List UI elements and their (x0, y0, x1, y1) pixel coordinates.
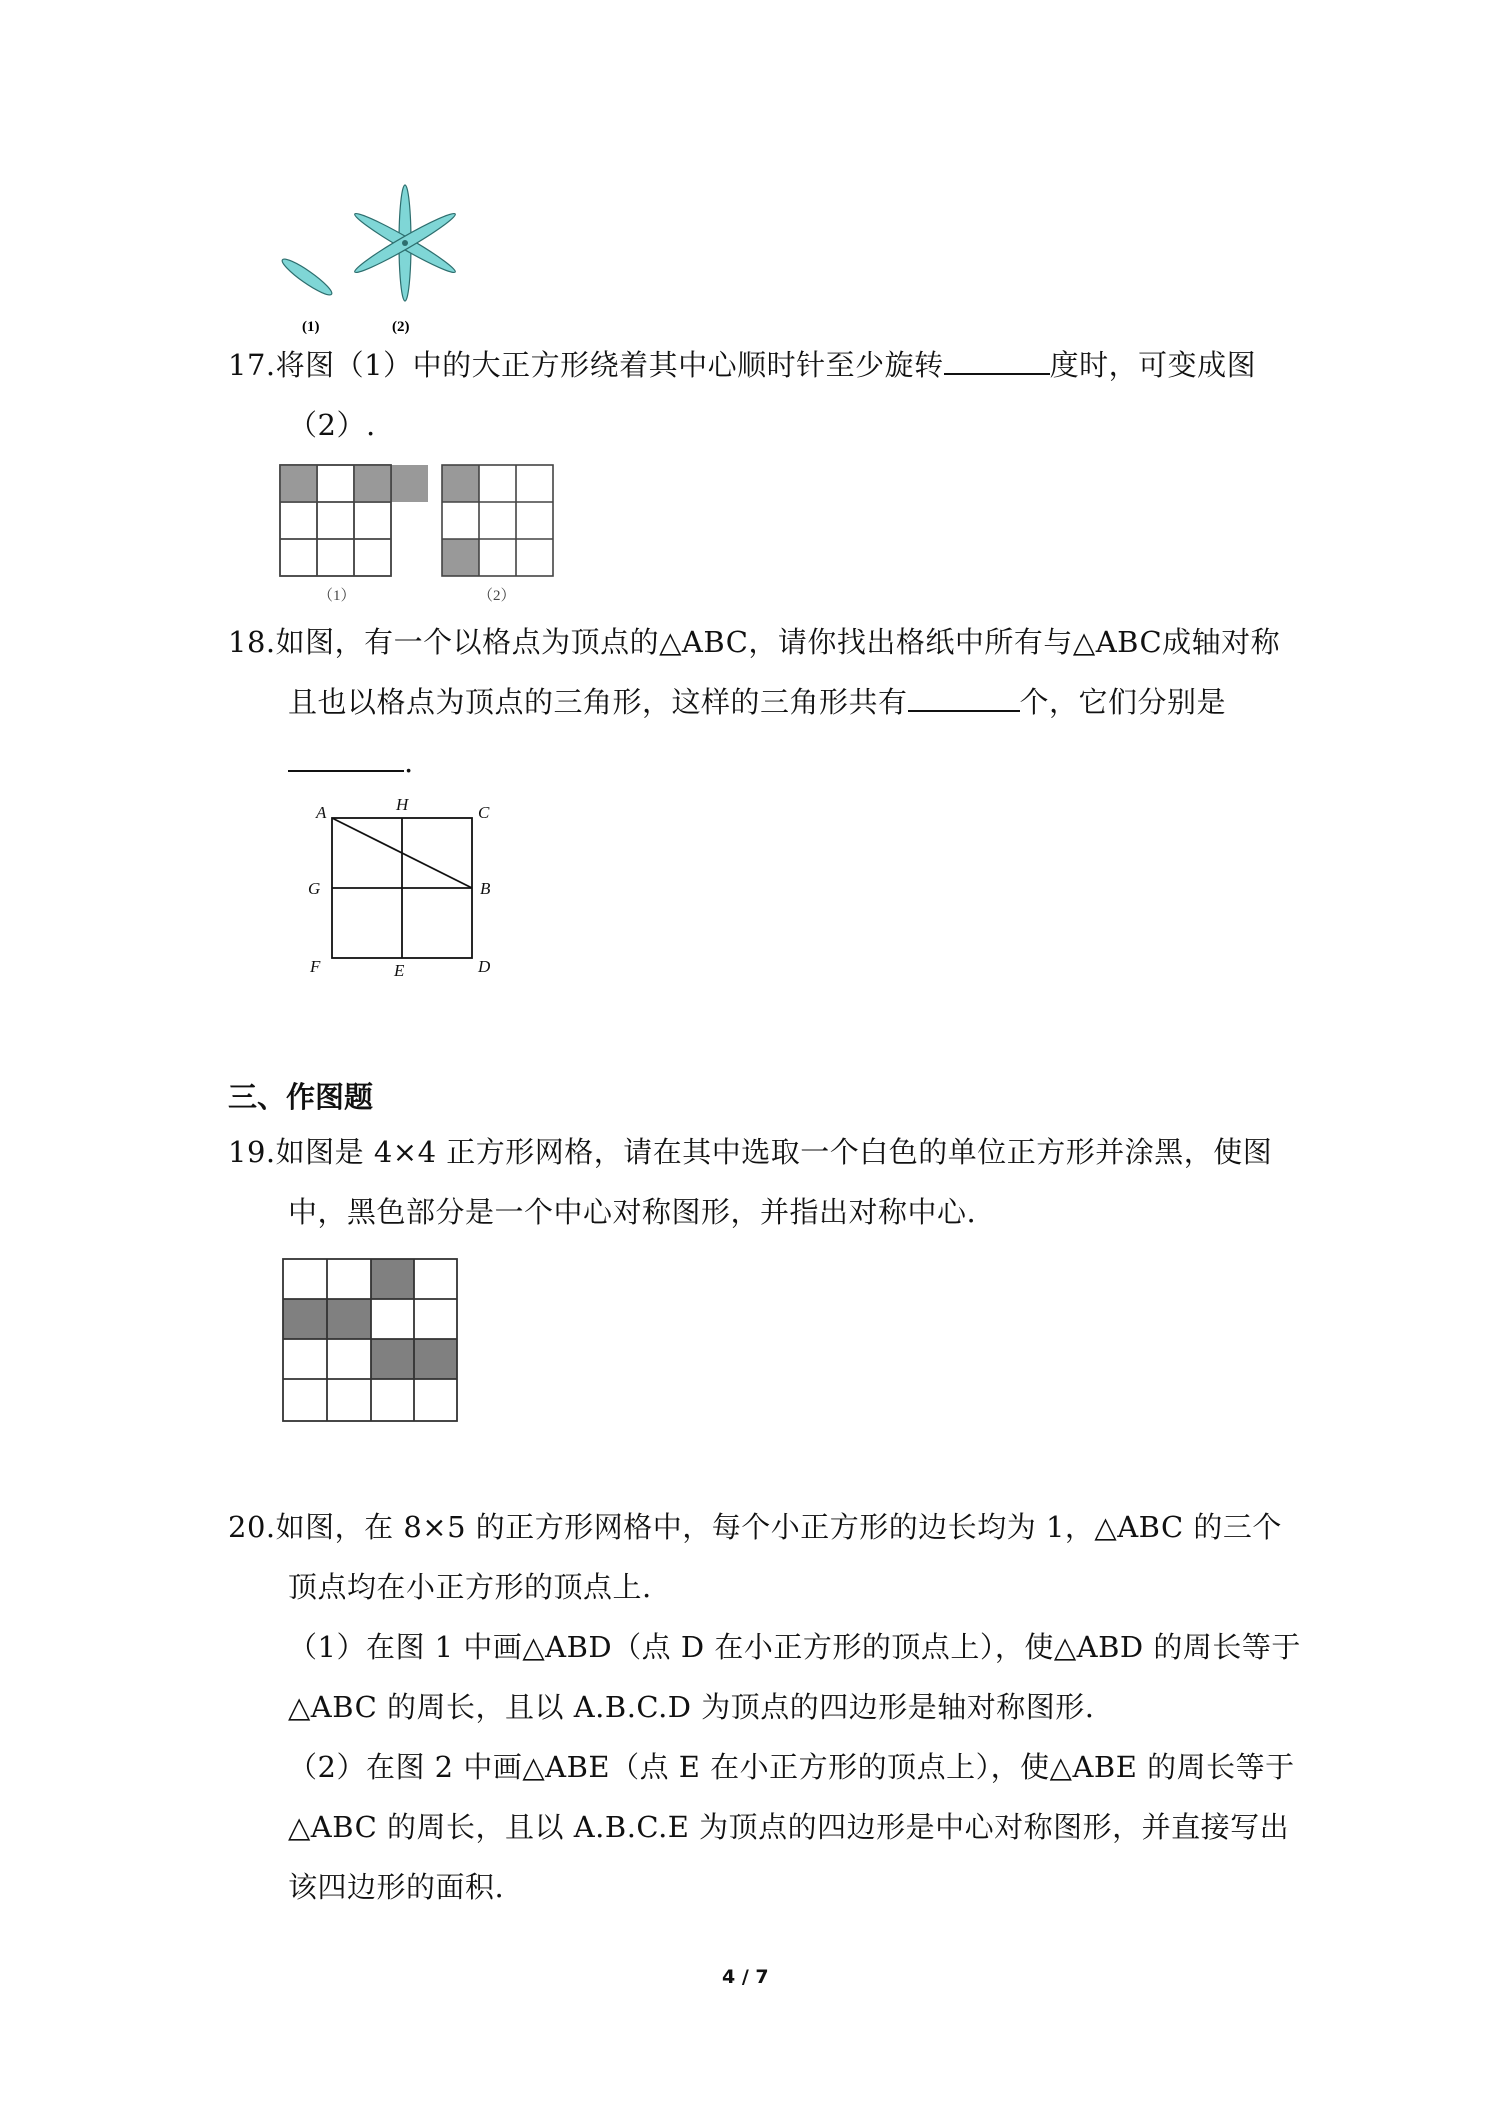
q17-fig-label-2: （2） (478, 588, 516, 604)
q20-line2: 顶点均在小正方形的顶点上. (288, 1570, 652, 1604)
q20-part1-line1: （1）在图 1 中画△ABD（点 D 在小正方形的顶点上），使△ABD 的周长等于 (288, 1630, 1301, 1664)
q18-line3 (288, 742, 414, 782)
q18-line1: 18.如图，有一个以格点为顶点的△ABC，请你找出格纸中所有与△ABC成轴对称 (228, 625, 1281, 659)
q18-grid-figure (300, 790, 520, 980)
point-D: D (478, 957, 491, 976)
q18-line3-post: . (404, 745, 414, 779)
q17-text-post: 度时，可变成图 (1049, 348, 1257, 382)
q18-count-blank[interactable] (908, 682, 1020, 712)
q20-part2-line1: （2）在图 2 中画△ABE（点 E 在小正方形的顶点上），使△ABE 的周长等于 (288, 1750, 1295, 1784)
point-G: G (308, 879, 321, 898)
q18-line2 (288, 682, 1226, 722)
q17-grid-2 (442, 465, 553, 576)
q18-list-blank[interactable] (288, 742, 404, 772)
page-number: 4 / 7 (722, 1966, 769, 1988)
six-petal-flower (352, 185, 458, 301)
q20-part2-line2: △ABC 的周长，且以 A.B.C.E 为顶点的四边形是中心对称图形，并直接写出 (288, 1810, 1290, 1844)
q17-line2: （2）. (288, 408, 376, 442)
point-H: H (396, 795, 409, 814)
q19-line1: 19.如图是 4×4 正方形网格，请在其中选取一个白色的单位正方形并涂黑，使图 (228, 1135, 1273, 1169)
q17-line1 (228, 345, 1256, 385)
point-C: C (478, 803, 490, 822)
q17-text-pre: 17.将图（1）中的大正方形绕着其中心顺时针至少旋转 (228, 348, 944, 382)
q17-fig-label-1: （1） (318, 588, 356, 604)
point-B: B (480, 879, 491, 898)
q17-answer-blank[interactable] (944, 345, 1050, 375)
point-F: F (310, 957, 321, 976)
q20-part1-line2: △ABC 的周长，且以 A.B.C.D 为顶点的四边形是轴对称图形. (288, 1690, 1095, 1724)
q18-line2-pre: 且也以格点为顶点的三角形，这样的三角形共有 (288, 685, 908, 719)
q19-grid-figure (280, 1258, 460, 1426)
point-E: E (394, 961, 405, 980)
flower-figure (270, 175, 480, 345)
section-3-title: 三、作图题 (228, 1080, 374, 1114)
q19-line2: 中，黑色部分是一个中心对称图形，并指出对称中心. (288, 1195, 977, 1229)
fig16-label-2: (2) (392, 319, 410, 335)
q18-line2-post: 个，它们分别是 (1019, 685, 1227, 719)
q17-grids-figure (270, 460, 570, 610)
q20-part2-line3: 该四边形的面积. (288, 1870, 505, 1904)
fig16-label-1: (1) (302, 319, 320, 335)
single-petal (279, 255, 335, 299)
q20-line1: 20.如图，在 8×5 的正方形网格中，每个小正方形的边长均为 1，△ABC 的三个 (228, 1510, 1282, 1544)
point-A: A (316, 803, 327, 822)
